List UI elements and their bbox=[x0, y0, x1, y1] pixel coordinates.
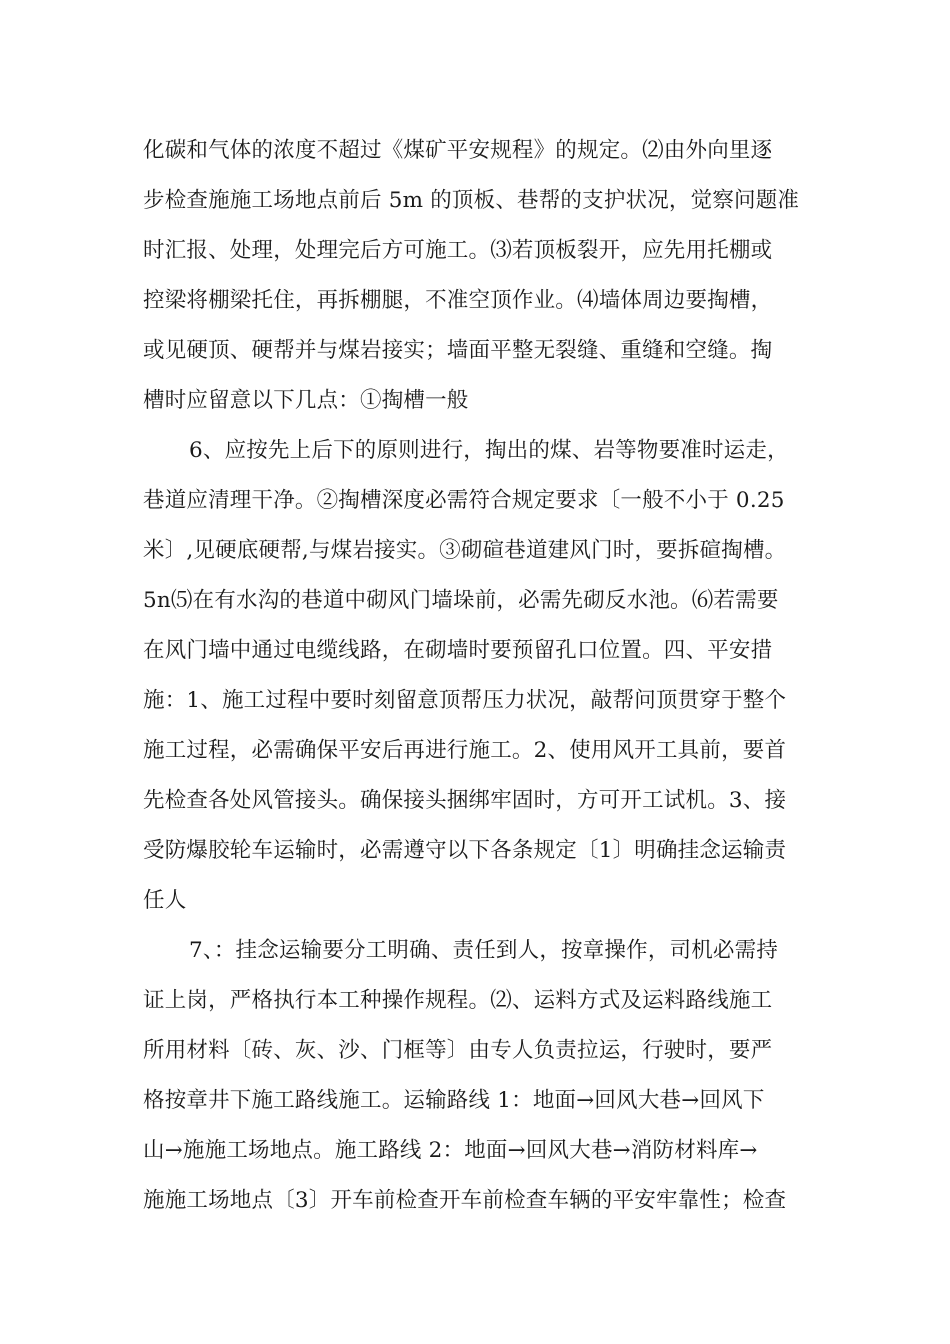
text-line: 施施工场地点〔3〕开车前检查开车前检查车辆的平安牢靠性；检查 bbox=[143, 1188, 787, 1213]
text-line: 化碳和气体的浓度不超过《煤矿平安规程》的规定。⑵由外向里逐 bbox=[143, 138, 773, 163]
text-line: 巷道应清理干净。②掏槽深度必需符合规定要求〔一般不小于 0.25 bbox=[143, 488, 785, 513]
text-line: 受防爆胶轮车运输时，必需遵守以下各条规定〔1〕明确挂念运输责 bbox=[143, 838, 787, 863]
text-line: 证上岗，严格执行本工种操作规程。⑵、运料方式及运料路线施工 bbox=[143, 988, 773, 1013]
text-line: 任人 bbox=[143, 888, 187, 913]
text-line: 格按章井下施工路线施工。运输路线 1：地面→回风大巷→回风下 bbox=[143, 1088, 765, 1113]
text-line: 控梁将棚梁托住，再拆棚腿，不准空顶作业。⑷墙体周边要掏槽， bbox=[143, 288, 773, 313]
text-line: 步检查施施工场地点前后 5m 的顶板、巷帮的支护状况，觉察问题准 bbox=[143, 188, 800, 213]
text-line: 施工过程，必需确保平安后再进行施工。2、使用风开工具前，要首 bbox=[143, 738, 787, 763]
text-line: 先检查各处风管接头。确保接头捆绑牢固时，方可开工试机。3、接 bbox=[143, 788, 787, 813]
text-line: 槽时应留意以下几点：①掏槽一般 bbox=[143, 388, 469, 413]
text-line: 5n⑸在有水沟的巷道中砌风门墙垛前，必需先砌反水池。⑹若需要 bbox=[143, 588, 779, 613]
text-line: 米〕,见硬底硬帮,与煤岩接实。③砌碹巷道建风门时，要拆碹掏槽。 bbox=[143, 538, 787, 563]
text-line: 时汇报、处理，处理完后方可施工。⑶若顶板裂开，应先用托棚或 bbox=[143, 238, 773, 263]
text-line: 施：1、施工过程中要时刻留意顶帮压力状况，敲帮问顶贯穿于整个 bbox=[143, 688, 787, 713]
text-line: 在风门墙中通过电缆线路，在砌墙时要预留孔口位置。四、平安措 bbox=[143, 638, 773, 663]
text-line: 所用材料〔砖、灰、沙、门框等〕由专人负责拉运，行驶时，要严 bbox=[143, 1038, 773, 1063]
text-line: 山→施施工场地点。施工路线 2：地面→回风大巷→消防材料库→ bbox=[143, 1138, 758, 1163]
paragraph-start-line: 6、应按先上后下的原则进行，掏出的煤、岩等物要准时运走， bbox=[189, 438, 789, 463]
text-line: 或见硬顶、硬帮并与煤岩接实；墙面平整无裂缝、重缝和空缝。掏 bbox=[143, 338, 773, 363]
paragraph-start-line: 7、：挂念运输要分工明确、责任到人，按章操作，司机必需持 bbox=[189, 938, 779, 963]
